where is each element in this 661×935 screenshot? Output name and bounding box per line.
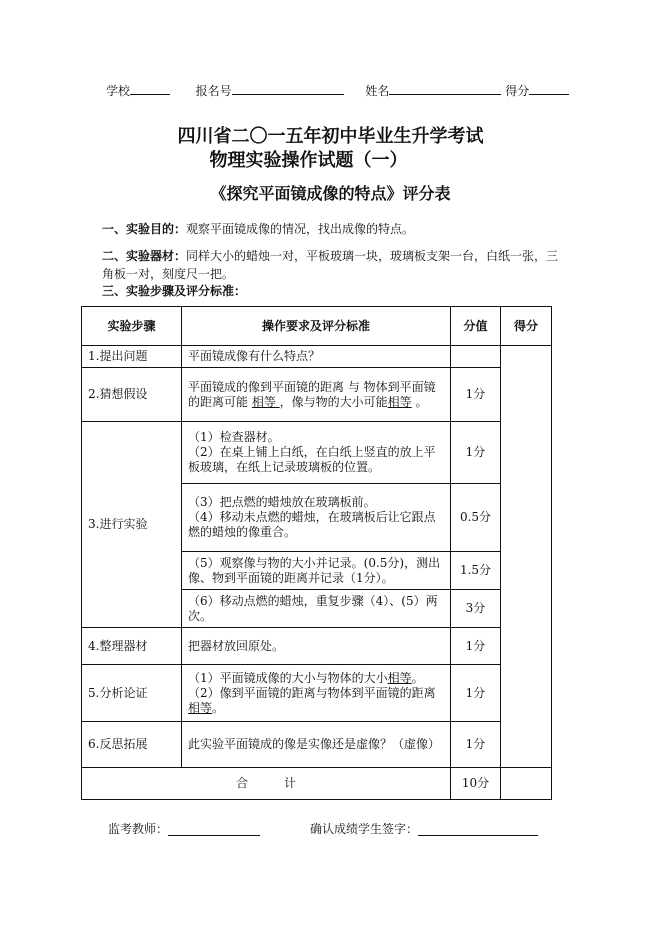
step-cell: 1.提出问题 — [82, 346, 182, 368]
steps-section — [102, 282, 564, 300]
step-cell: 3.进行实验 — [82, 422, 182, 628]
requirement-cell: （6）移动点燃的蜡烛，重复步骤（4）、(5）两次。 — [182, 590, 451, 628]
header-step: 实验步骤 — [82, 307, 182, 346]
requirement-cell: 此实验平面镜成的像是实像还是虚像？（虚像） — [182, 722, 451, 768]
points-cell: 1分 — [451, 422, 501, 484]
purpose-label: 一、实验目的： — [102, 222, 187, 236]
requirement-cell: （3）把点燃的蜡烛放在玻璃板前。 （4）移动未点燃的蜡烛，在玻璃板后让它跟点燃的蜡烛的像重合。 — [182, 484, 451, 552]
reg-blank — [232, 82, 344, 95]
table-row — [82, 665, 552, 722]
total-points: 10分 — [451, 768, 501, 800]
points-cell — [451, 346, 501, 368]
table-header-row — [82, 307, 552, 346]
reg-label: 报名号 — [195, 84, 232, 98]
points-cell: 3分 — [451, 590, 501, 628]
purpose-text: 观察平面镜成像的情况，找出成像的特点。 — [186, 222, 415, 236]
student-signature — [310, 820, 538, 837]
exam-subtitle: 物理实验操作试题（一） — [209, 150, 408, 171]
total-row — [82, 768, 552, 800]
scoring-table — [81, 306, 552, 800]
purpose-section — [102, 220, 564, 238]
header-points: 分值 — [451, 307, 501, 346]
requirement-cell: 把器材放回原处。 — [182, 628, 451, 665]
school-blank — [130, 82, 170, 95]
equipment-section — [102, 247, 564, 283]
points-cell: 1分 — [451, 665, 501, 722]
total-label: 合 计 — [82, 768, 451, 800]
student-label: 确认成绩学生签字： — [310, 822, 419, 836]
equipment-text: 同样大小的蜡烛一对，平板玻璃一块，玻璃板支架一台，白纸一张，三角板一对，刻度尺一把。 — [102, 249, 559, 281]
requirement-cell: （1）平面镜成像的大小与物体的大小相等。 （2）像到平面镜的距离与物体到平面镜的距离相等。 — [182, 665, 451, 722]
points-cell: 0.5分 — [451, 484, 501, 552]
points-cell: 1分 — [451, 628, 501, 665]
teacher-blank[interactable] — [168, 823, 260, 836]
name-label: 姓名 — [365, 84, 390, 98]
header-requirement: 操作要求及评分标准 — [182, 307, 451, 346]
student-blank[interactable] — [418, 823, 538, 836]
points-cell: 1分 — [451, 368, 501, 422]
step-cell: 2.猜想假设 — [82, 368, 182, 422]
step-cell: 5.分析论证 — [82, 665, 182, 722]
header-info-line — [106, 82, 566, 99]
exam-title: 四川省二〇一五年初中毕业生升学考试 — [177, 126, 484, 147]
step-cell: 6.反思拓展 — [82, 722, 182, 768]
name-blank — [389, 82, 501, 95]
table-row — [82, 368, 552, 422]
table-title: 《探究平面镜成像的特点》评分表 — [210, 184, 451, 203]
requirement-cell: 平面镜成像有什么特点？ — [182, 346, 451, 368]
requirement-cell: （1）检查器材。 （2）在桌上铺上白纸，在白纸上竖直的放上平板玻璃，在纸上记录玻璃板的位置。 — [182, 422, 451, 484]
table-row — [82, 628, 552, 665]
steps-label: 三、实验步骤及评分标准： — [102, 284, 247, 298]
requirement-cell: （5）观察像与物的大小并记录。(0.5分)，测出像、物到平面镜的距离并记录（1分）。 — [182, 552, 451, 590]
step-cell: 4.整理器材 — [82, 628, 182, 665]
score-entry-cell[interactable] — [501, 346, 552, 768]
teacher-signature — [108, 820, 260, 837]
teacher-label: 监考教师： — [108, 822, 169, 836]
score-label: 得分 — [505, 84, 530, 98]
requirement-cell: 平面镜成的像到平面镜的距离 与 物体到平面镜的距离可能 相等 ，像与物的大小可能相等 。 — [182, 368, 451, 422]
points-cell: 1.5分 — [451, 552, 501, 590]
total-score-entry[interactable] — [501, 768, 552, 800]
school-label: 学校 — [106, 84, 131, 98]
score-blank — [529, 82, 569, 95]
header-score: 得分 — [501, 307, 552, 346]
table-row — [82, 422, 552, 484]
table-row — [82, 346, 552, 368]
equipment-label: 二、实验器材： — [102, 249, 187, 263]
table-row — [82, 722, 552, 768]
points-cell: 1分 — [451, 722, 501, 768]
